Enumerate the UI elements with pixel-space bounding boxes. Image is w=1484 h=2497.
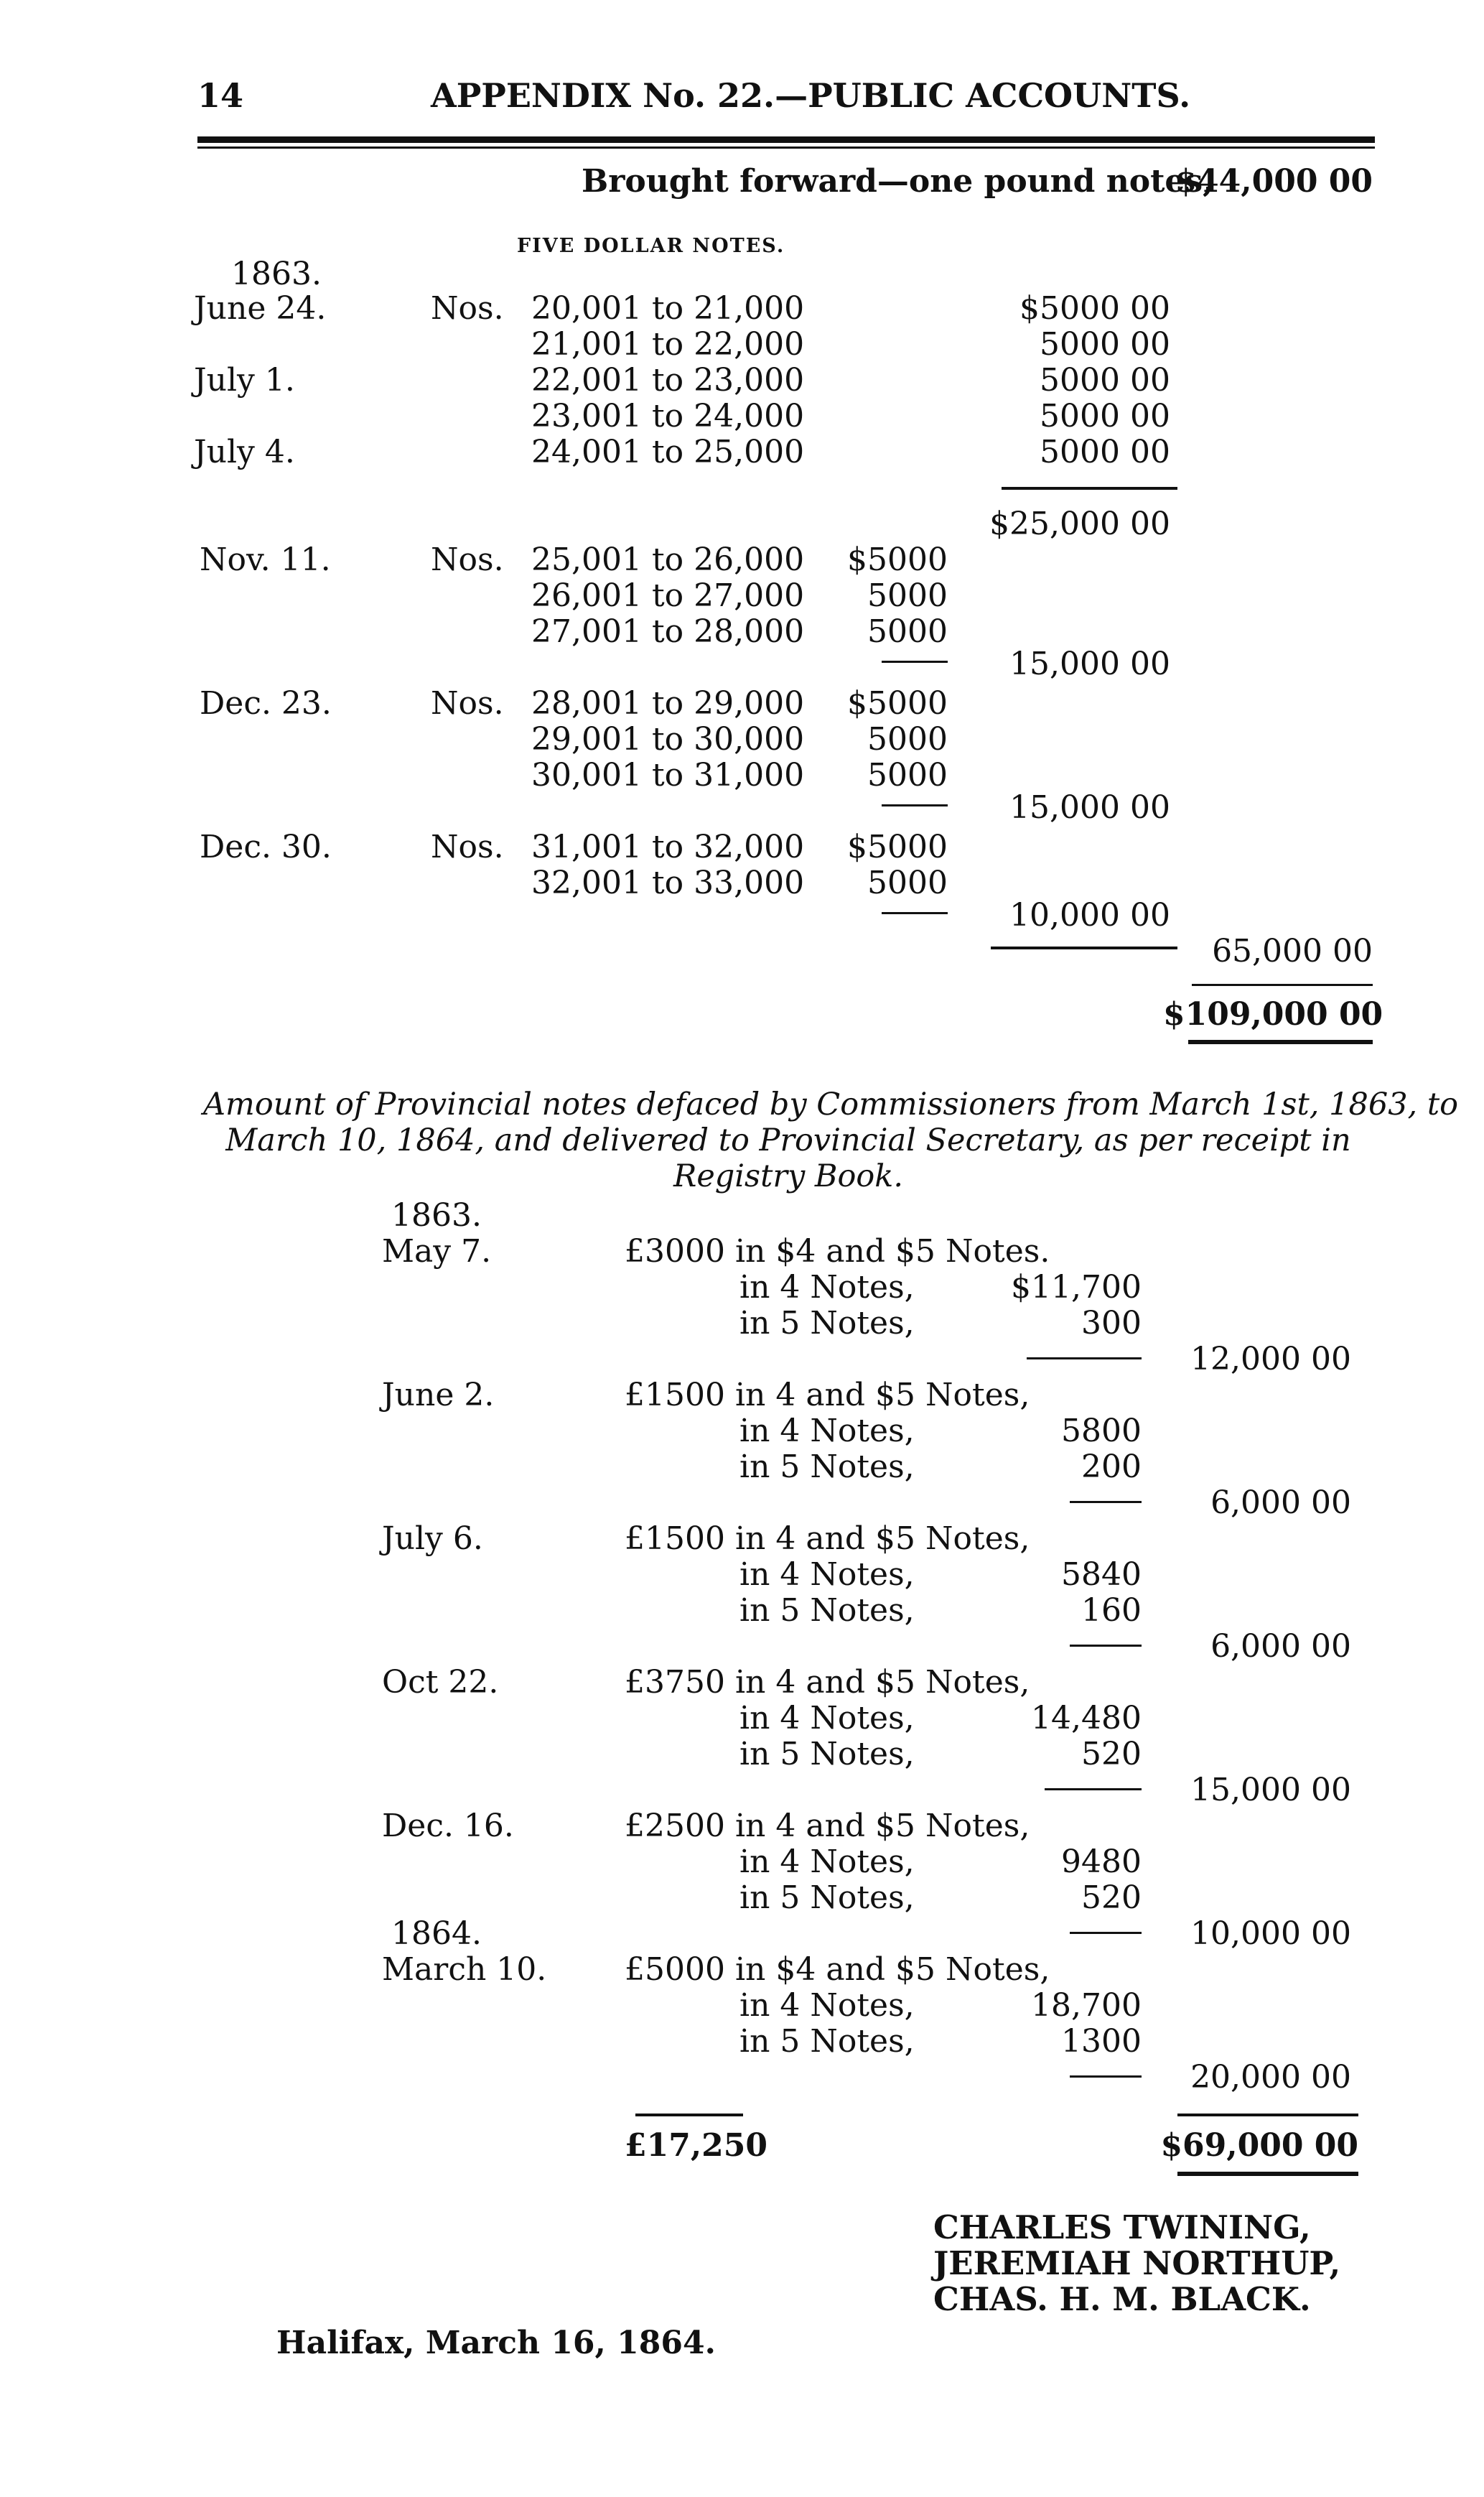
range-amount: 5000 00 [1040,434,1170,470]
entry-date: July 4. [194,434,295,470]
entry-date: July 1. [194,362,295,399]
caption-line: March 10, 1864, and delivered to Provincial Secretary, as per receipt in [225,1122,1351,1158]
five-notes-label: in 5 Notes, [739,2023,915,2060]
note-range: 24,001 to 25,000 [531,434,805,470]
five-notes-value: 160 [1081,1592,1142,1629]
range-amount: $5000 00 [1019,290,1170,327]
place-date: Halifax, March 16, 1864. [276,2325,716,2361]
nos-label: Nos. [431,541,504,578]
range-amount: 5000 00 [1040,362,1170,399]
entry-description: £1500 in 4 and $5 Notes, [625,1377,1030,1413]
year-label: 1864. [391,1915,482,1952]
four-notes-value: 5800 [1061,1413,1142,1449]
entry-total: 10,000 00 [1190,1915,1351,1952]
grand-total-rule [1192,984,1373,986]
signature-line: JEREMIAH NORTHUP, [933,2244,1341,2282]
range-amount: $5000 [847,685,948,722]
five-dollar-total: 65,000 00 [1212,933,1373,969]
page-number: 14 [197,76,244,115]
note-range: 21,001 to 22,000 [531,326,805,363]
entry-rule [1070,1501,1142,1503]
entry-date: May 7. [382,1233,492,1270]
grand-total-double-rule [1188,1040,1373,1044]
four-notes-value: $11,700 [1011,1269,1142,1306]
entry-date: Nov. 11. [200,541,331,578]
signature-line: CHARLES TWINING, [933,2208,1311,2246]
four-notes-value: 18,700 [1031,1987,1142,2024]
batch-rule [882,912,948,914]
brought-forward-amount: $44,000 00 [1175,163,1373,200]
caption-line: Amount of Provincial notes defaced by Commissioners from March 1st, 1863, to [203,1087,1459,1122]
four-notes-value: 9480 [1061,1843,1142,1880]
batch-subtotal: 15,000 00 [1009,789,1170,826]
grand-total: $109,000 00 [1163,996,1383,1033]
entry-description: £5000 in $4 and $5 Notes, [625,1951,1050,1988]
note-range: 28,001 to 29,000 [531,685,805,722]
note-range: 26,001 to 27,000 [531,577,805,614]
entry-date: Dec. 30. [200,829,332,865]
range-amount: $5000 [847,829,948,865]
note-range: 23,001 to 24,000 [531,398,805,434]
five-notes-label: in 5 Notes, [739,1449,915,1485]
note-range: 30,001 to 31,000 [531,757,805,794]
range-amount: 5000 [867,721,948,758]
batch-subtotal: 10,000 00 [1009,897,1170,934]
year-label: 1863. [391,1197,482,1234]
dollar-total-double-rule [1177,2172,1358,2176]
entry-description: £2500 in 4 and $5 Notes, [625,1808,1030,1844]
nos-label: Nos. [431,829,504,865]
batch-rule [882,804,948,806]
range-amount: $5000 [847,541,948,578]
range-amount: 5000 [867,757,948,794]
entry-total: 12,000 00 [1190,1341,1351,1377]
five-notes-label: in 5 Notes, [739,1305,915,1342]
entry-total: 6,000 00 [1210,1484,1351,1521]
pound-total-rule [635,2114,743,2116]
note-range: 32,001 to 33,000 [531,865,805,901]
dollar-total: $69,000 00 [1160,2127,1358,2164]
entry-date: Dec. 16. [382,1808,514,1844]
entry-date: Dec. 23. [200,685,332,722]
five-notes-label: in 5 Notes, [739,1736,915,1772]
note-range: 22,001 to 23,000 [531,362,805,399]
entry-rule [1070,2075,1142,2078]
entry-description: £1500 in 4 and $5 Notes, [625,1520,1030,1557]
five-notes-label: in 5 Notes, [739,1592,915,1629]
five-notes-value: 300 [1081,1305,1142,1342]
pound-total: £17,250 [625,2127,768,2164]
entry-date: June 24. [194,290,327,327]
signature-line: CHAS. H. M. BLACK. [933,2280,1311,2318]
four-notes-label: in 4 Notes, [739,1413,915,1449]
entry-rule [1070,1645,1142,1647]
entry-total: 20,000 00 [1190,2059,1351,2096]
five-notes-value: 520 [1081,1879,1142,1916]
four-notes-label: in 4 Notes, [739,1556,915,1593]
entry-description: £3000 in $4 and $5 Notes. [625,1233,1050,1270]
dollar-total-rule [1177,2114,1358,2116]
four-notes-value: 5840 [1061,1556,1142,1593]
five-notes-value: 520 [1081,1736,1142,1772]
five-notes-label: in 5 Notes, [739,1879,915,1916]
entry-date: July 6. [382,1520,483,1557]
range-amount: 5000 00 [1040,326,1170,363]
entry-rule [1045,1788,1142,1790]
note-range: 29,001 to 30,000 [531,721,805,758]
five-notes-value: 1300 [1061,2023,1142,2060]
four-notes-label: in 4 Notes, [739,1843,915,1880]
subheading-five-dollar-notes: FIVE DOLLAR NOTES. [517,235,785,257]
page-title: APPENDIX No. 22.—PUBLIC ACCOUNTS. [431,76,1191,115]
nos-label: Nos. [431,685,504,722]
brought-forward-label: Brought forward—one pound notes, [582,163,1214,200]
four-notes-label: in 4 Notes, [739,1700,915,1736]
batch-rule [882,661,948,663]
total-rule [991,947,1177,949]
entry-rule [1027,1357,1142,1359]
note-range: 20,001 to 21,000 [531,290,805,327]
note-range: 27,001 to 28,000 [531,613,805,650]
five-notes-value: 200 [1081,1449,1142,1485]
entry-total: 6,000 00 [1210,1628,1351,1665]
entry-description: £3750 in 4 and $5 Notes, [625,1664,1030,1701]
entry-date: Oct 22. [382,1664,499,1701]
first-subtotal: $25,000 00 [989,506,1170,542]
entry-rule [1070,1932,1142,1934]
nos-label: Nos. [431,290,504,327]
caption-line: Registry Book. [673,1158,904,1194]
range-amount: 5000 00 [1040,398,1170,434]
year-label: 1863. [231,256,322,292]
four-notes-value: 14,480 [1031,1700,1142,1736]
entry-date: March 10. [382,1951,547,1988]
entry-date: June 2. [382,1377,495,1413]
range-amount: 5000 [867,577,948,614]
four-notes-label: in 4 Notes, [739,1987,915,2024]
batch-subtotal: 15,000 00 [1009,646,1170,682]
four-notes-label: in 4 Notes, [739,1269,915,1306]
note-range: 31,001 to 32,000 [531,829,805,865]
header-rule [197,136,1375,143]
range-amount: 5000 [867,865,948,901]
range-amount: 5000 [867,613,948,650]
subtotal-rule [1002,487,1177,490]
header-rule-thin [197,147,1375,149]
note-range: 25,001 to 26,000 [531,541,805,578]
entry-total: 15,000 00 [1190,1772,1351,1808]
